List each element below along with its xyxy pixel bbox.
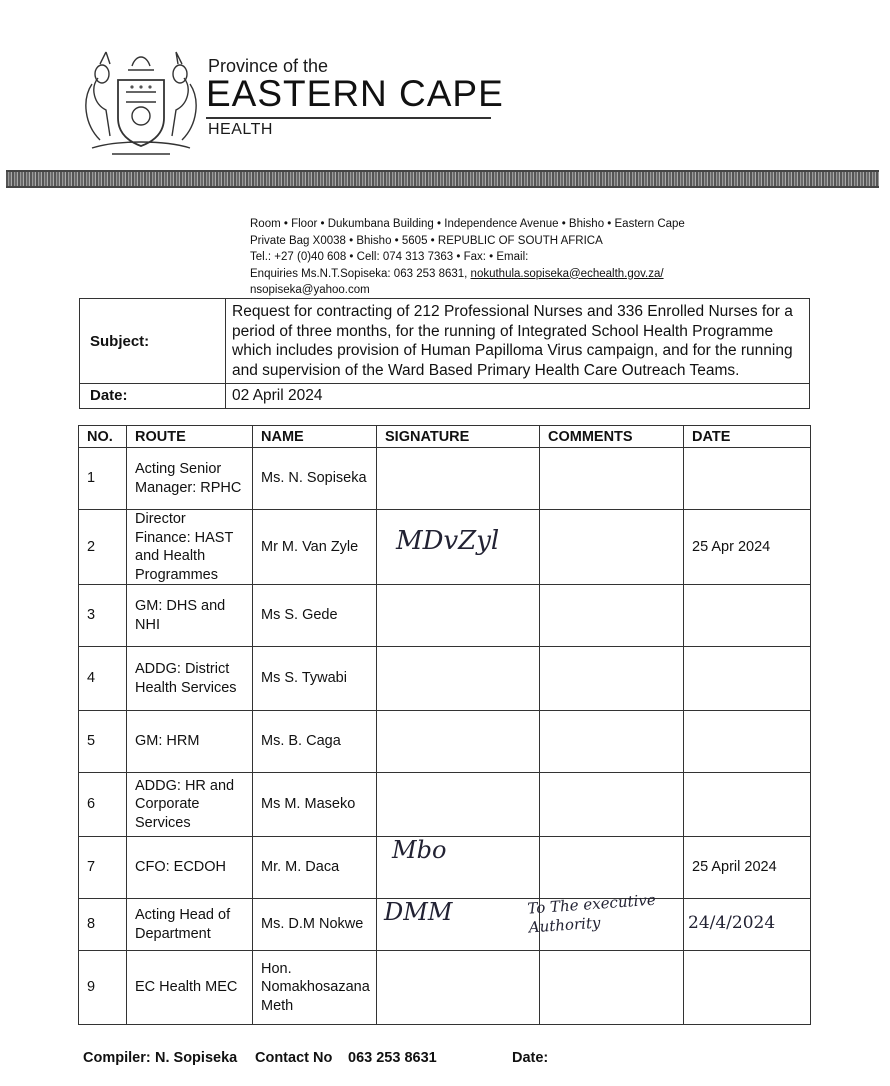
- row-no: 2: [79, 510, 127, 585]
- row-name: Ms S. Tywabi: [253, 647, 377, 711]
- row-date: [684, 951, 811, 1025]
- row-name: Hon. Nomakhosazana Meth: [253, 951, 377, 1025]
- table-row: [79, 510, 811, 585]
- address-block: [250, 216, 685, 299]
- row-name: Mr M. Van Zyle: [253, 510, 377, 585]
- signature-row-7: Mbo: [392, 836, 447, 864]
- row-comments: [540, 647, 684, 711]
- letterhead-rule: [206, 117, 491, 119]
- row-route: EC Health MEC: [127, 951, 253, 1025]
- date-row: [80, 384, 810, 409]
- row-name: Ms. B. Caga: [253, 711, 377, 773]
- row-comments: [540, 585, 684, 647]
- table-row: [79, 711, 811, 773]
- row-signature: [377, 899, 540, 951]
- row-comments: [540, 510, 684, 585]
- enquiries-email-link[interactable]: nokuthula.sopiseka@echealth.gov.za/: [470, 267, 664, 280]
- row-date: 25 April 2024: [684, 837, 811, 899]
- row-comments: [540, 899, 684, 951]
- address-line-4: [250, 266, 685, 283]
- table-row: [79, 773, 811, 837]
- row-name: Mr. M. Daca: [253, 837, 377, 899]
- row-signature: [377, 773, 540, 837]
- row-date: [684, 773, 811, 837]
- row-no: 7: [79, 837, 127, 899]
- address-line-5: nsopiseka@yahoo.com: [250, 284, 370, 296]
- coat-of-arms-logo: [72, 44, 210, 162]
- header-comments: COMMENTS: [540, 426, 684, 448]
- header-no: NO.: [79, 426, 127, 448]
- row-no: 4: [79, 647, 127, 711]
- row-signature: [377, 711, 540, 773]
- contact-value: 063 253 8631: [348, 1050, 437, 1066]
- row-no: 3: [79, 585, 127, 647]
- row-route: CFO: ECDOH: [127, 837, 253, 899]
- row-date: 25 Apr 2024: [684, 510, 811, 585]
- row-signature: [377, 510, 540, 585]
- table-row: [79, 585, 811, 647]
- date-row-8: 24/4/2024: [688, 913, 776, 933]
- row-comments: [540, 837, 684, 899]
- table-row: [79, 647, 811, 711]
- letterhead-province: EASTERN CAPE: [206, 73, 504, 114]
- row-signature: [377, 837, 540, 899]
- row-route: Acting Head of Department: [127, 899, 253, 951]
- letterhead-department: HEALTH: [208, 121, 273, 138]
- table-row: [79, 448, 811, 510]
- row-signature: [377, 647, 540, 711]
- row-no: 9: [79, 951, 127, 1025]
- address-line-2: Private Bag X0038 • Bhisho • 5605 • REPUBLIC OF SOUTH AFRICA: [250, 234, 603, 247]
- row-name: Ms. N. Sopiseka: [253, 448, 377, 510]
- row-no: 5: [79, 711, 127, 773]
- header-name: NAME: [253, 426, 377, 448]
- row-date: [684, 647, 811, 711]
- comment-row-8: To The executive Authority: [526, 890, 657, 937]
- date-value: 02 April 2024: [226, 384, 810, 409]
- row-comments: [540, 711, 684, 773]
- header-signature: SIGNATURE: [377, 426, 540, 448]
- row-route: GM: DHS and NHI: [127, 585, 253, 647]
- contact-label: Contact No: [255, 1050, 333, 1066]
- address-line-3: Tel.: +27 (0)40 608 • Cell: 074 313 7363 • Fax: • Email:: [250, 251, 529, 263]
- routing-table: [78, 425, 811, 1025]
- subject-row: [80, 299, 810, 384]
- subject-table: [79, 298, 810, 409]
- row-name: Ms M. Maseko: [253, 773, 377, 837]
- letterhead-prefix: Province of the: [208, 56, 329, 76]
- address-line-1: Room • Floor • Dukumbana Building • Independence Avenue • Bhisho • Eastern Cape: [250, 218, 685, 230]
- row-date: [684, 711, 811, 773]
- row-no: 6: [79, 773, 127, 837]
- row-date: [684, 448, 811, 510]
- enquiries-text: Enquiries Ms.N.T.Sopiseka: 063 253 8631,: [250, 267, 471, 280]
- row-route: Director Finance: HAST and Health Programmes: [127, 510, 253, 585]
- row-date: [684, 899, 811, 951]
- table-header-row: [79, 426, 811, 448]
- subject-text: Request for contracting of 212 Professional Nurses and 336 Enrolled Nurses for a period of three months, for the running of Integrated School Health Programme which includes provision of Human Papilloma Virus campaign, and for the running and supervision of the Ward Based Primary Health Care Outreach Teams.: [226, 299, 810, 384]
- table-row: [79, 837, 811, 899]
- row-route: ADDG: HR and Corporate Services: [127, 773, 253, 837]
- row-route: GM: HRM: [127, 711, 253, 773]
- row-comments: [540, 448, 684, 510]
- row-name: Ms S. Gede: [253, 585, 377, 647]
- subject-label: Subject:: [80, 299, 226, 384]
- table-row: [79, 899, 811, 951]
- header-divider-band: [6, 170, 879, 188]
- row-route: ADDG: District Health Services: [127, 647, 253, 711]
- row-name: Ms. D.M Nokwe: [253, 899, 377, 951]
- signature-row-8: DMM: [384, 898, 453, 926]
- row-route: Acting Senior Manager: RPHC: [127, 448, 253, 510]
- row-signature: [377, 448, 540, 510]
- date-label: Date:: [80, 384, 226, 409]
- footer-date-label: Date:: [512, 1050, 549, 1066]
- row-comments: [540, 951, 684, 1025]
- row-no: 1: [79, 448, 127, 510]
- compiler-name: N. Sopiseka: [155, 1050, 238, 1066]
- row-signature: [377, 585, 540, 647]
- header-date: DATE: [684, 426, 811, 448]
- table-row: [79, 951, 811, 1025]
- header-route: ROUTE: [127, 426, 253, 448]
- row-comments: [540, 773, 684, 837]
- row-no: 8: [79, 899, 127, 951]
- row-signature: [377, 951, 540, 1025]
- row-date: [684, 585, 811, 647]
- compiler-label: Compiler:: [83, 1050, 151, 1066]
- signature-row-2: MDvZyl: [396, 526, 500, 556]
